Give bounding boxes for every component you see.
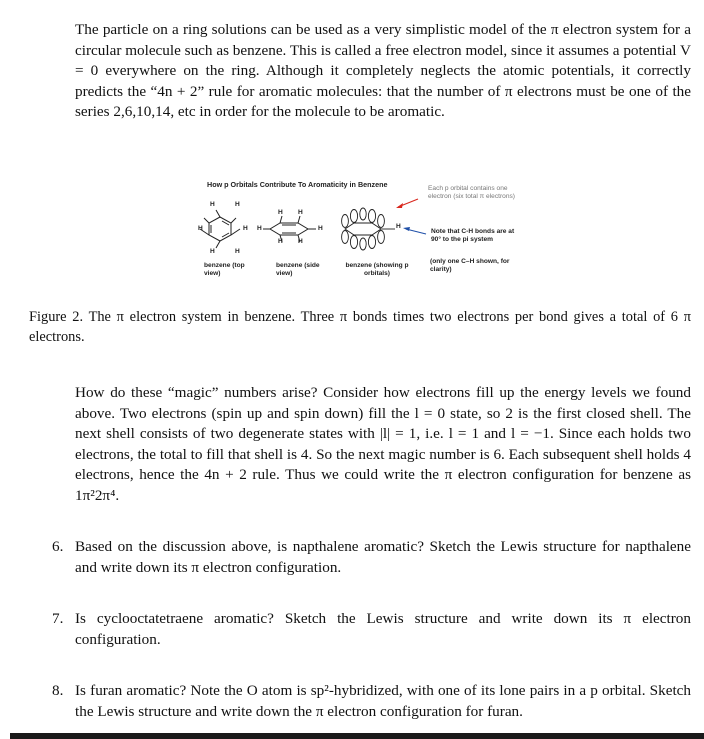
atom-h: H <box>298 209 303 216</box>
atom-h: H <box>198 225 203 232</box>
magic-numbers-paragraph: How do these “magic” numbers arise? Consider how electrons fill up the energy levels we found above. Two electrons (spin up and spin down) fill the l = 0 state, so 2 is the first closed shell. The next shell consists of two degenerate states with |l| = 1, i.e. l = 1 and l = −1. Since each holds two electrons, the total to fill that shell is 4. So the next magic number is 6. Each subsequent shell holds 4 electrons, hence the 4n + 2 rule. Thus we could write the π electron configuration for benzene as 1π²2π⁴. <box>75 384 691 504</box>
orbital-note: Each p orbital contains one electron (six total π electrons) <box>428 185 516 200</box>
atom-h: H <box>243 225 248 232</box>
question-6-text: Based on the discussion above, is napthalene aromatic? Sketch the Lewis structure for napthalene and write down its π electron configuration. <box>75 538 691 576</box>
atom-h: H <box>235 248 240 255</box>
label-side-view: benzene (side view) <box>276 262 320 277</box>
atom-h: H <box>298 238 303 245</box>
benzene-top-view-structure <box>200 210 240 248</box>
figure-caption: Figure 2. The π electron system in benzene. Three π bonds times two electrons per bond gives a total of 6 π electrons. <box>29 309 691 345</box>
atom-h: H <box>235 201 240 208</box>
figure-title: How p Orbitals Contribute To Aromaticity in Benzene <box>207 180 388 189</box>
question-7-text: Is cyclooctatetraene aromatic? Sketch the Lewis structure and write down its π electron configuration. <box>75 610 691 648</box>
question-8-number: 8. <box>52 682 64 699</box>
benzene-side-view-structure <box>263 216 316 242</box>
bond-angle-note: Note that C-H bonds are at 90° to the pi system <box>431 228 515 243</box>
benzene-figure <box>190 172 520 290</box>
question-6-number: 6. <box>52 538 64 555</box>
intro-paragraph: The particle on a ring solutions can be used as a very simplistic model of the π electron system for a circular molecule such as benzene. This is called a free electron model, since it assumes a potential V = 0 everywhere on the ring. Although it completely neglects the atomic potentials, it correctly predicts the “4n + 2” rule for aromatic molecules: that the number of π electrons must be one of the series 2,6,10,14, etc in order for the molecule to be aromatic. <box>75 21 691 121</box>
clarity-note: (only one C–H shown, for clarity) <box>430 258 510 273</box>
question-8-text: Is furan aromatic? Note the O atom is sp²-hybridized, with one of its lone pairs in a p orbital. Sketch the Lewis structure and write down the π electron configuration for furan. <box>75 682 691 720</box>
atom-h: H <box>396 223 401 230</box>
atom-h: H <box>257 225 262 232</box>
atom-h: H <box>278 238 283 245</box>
atom-h: H <box>210 248 215 255</box>
benzene-p-orbitals <box>342 208 395 250</box>
atom-h: H <box>318 225 323 232</box>
label-top-view: benzene (top view) <box>204 262 245 277</box>
atom-h: H <box>210 201 215 208</box>
atom-h: H <box>278 209 283 216</box>
question-7-number: 7. <box>52 610 64 627</box>
label-orbitals-view: benzene (showing p orbitals) <box>345 262 409 277</box>
page-bottom-bar <box>10 733 704 739</box>
